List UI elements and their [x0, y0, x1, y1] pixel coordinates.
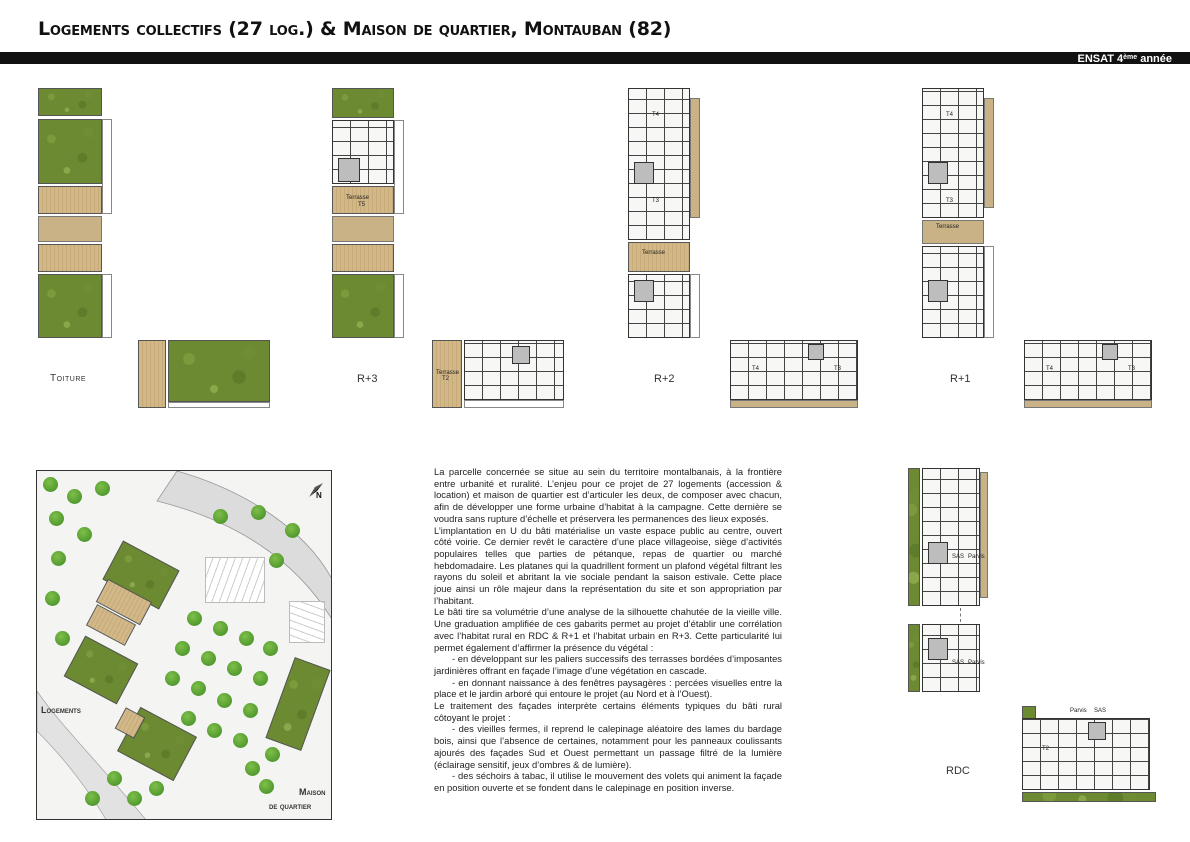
r2-plan-annex — [730, 340, 858, 408]
roof-plan — [38, 88, 118, 338]
paragraph-7: - des vieilles fermes, il reprend le calepinage aléatoire des lames du bardage bois, ainsi que l’absence de certaines, notamment pour les panneaux coulissants ajourés des façades Sud et Ouest permettant un passage filtré de la lumière (éclairage sensitif, jeux d’ombres & de lumière). — [434, 723, 782, 770]
paragraph-4: - en développant sur les paliers successifs des terrasses bordées d’imposantes jardinières offrant en façade l’image d’une végétation en cascade. — [434, 653, 782, 676]
rdc-sas-label-2: SAS — [952, 660, 965, 666]
r2-t3-label: T3 — [652, 198, 660, 204]
r1-t4-label: T4 — [946, 112, 954, 118]
level-label-r1: R+1 — [950, 373, 971, 385]
r1-t3-label: T3 — [946, 198, 954, 204]
rdc-annex-t2-label: T2 — [1042, 746, 1050, 752]
north-label: N — [316, 491, 322, 500]
rdc-plan-annex — [1022, 706, 1156, 818]
r3-annex-terrace-label: Terrasse — [436, 370, 460, 376]
site-label-maison: Maison — [299, 787, 326, 797]
school-superscript: ème — [1123, 54, 1138, 61]
level-label-r2: R+2 — [654, 373, 675, 385]
title-bar — [0, 52, 1190, 64]
school-name: ENSAT 4 — [1077, 53, 1124, 65]
r1-plan-annex — [1024, 340, 1152, 408]
r3-annex-t2-label: T2 — [442, 376, 450, 382]
r2-annex-t3-label: T3 — [834, 366, 842, 372]
r1-annex-t3-label: T3 — [1128, 366, 1136, 372]
rdc-annex-sas-label: SAS — [1094, 708, 1107, 714]
paragraph-1: La parcelle concernée se situe au sein du territoire montalbanais, à la frontière entre urbanité et ruralité. L’enjeu pour ce projet de 27 logements (accession & location) et maison de quartier est d’articuler les deux, de composer avec chacun, afin de développer une forme urbaine d’habitat à la campagne. Cette dernière se voudra sans rupture d’échelle et préservera les permanences des lieux exposés. — [434, 466, 782, 524]
rdc-sas-label: SAS — [952, 554, 965, 560]
r3-t5-label: T5 — [358, 202, 366, 208]
school-label — [1077, 52, 1172, 64]
r3-plan — [332, 88, 412, 338]
paragraph-6: Le traitement des façades interprète certains éléments typiques du bâti rural côtoyant le projet : — [434, 700, 782, 723]
r2-t4-label: T4 — [652, 112, 660, 118]
rdc-parvis-label: Parvis — [968, 554, 985, 560]
rdc-parvis-label-2: Parvis — [968, 660, 985, 666]
level-label-r3: R+3 — [357, 373, 378, 385]
page-title: Logements collectifs (27 log.) & Maison de quartier, Montauban (82) — [38, 18, 672, 40]
roof-plan-annex — [138, 340, 270, 408]
rdc-annex-parvis-label: Parvis — [1070, 708, 1087, 714]
paragraph-5: - en donnant naissance à des fenêtres paysagères : percées visuelles entre la place et le jardin arboré qui entoure le projet (au Nord et à l’Ouest). — [434, 676, 782, 700]
r3-terrace-label: Terrasse — [346, 195, 370, 201]
paragraph-8: - des séchoirs à tabac, il utilise le mouvement des volets qui animent la façade en position ouverte et se fondent dans le calepinage en position inverse. — [434, 770, 782, 793]
site-label-logements: Logements — [41, 705, 81, 715]
paragraph-2: L’implantation en U du bâti matérialise un vaste espace public au centre, ouvert côté voirie. Ce dernier revêt le caractère d’une place villageoise, siège d’activités populaires telles que parties de pétanque, repas de quartier ou marché hebdomadaire. Les platanes qui la quadrillent forment un plafond végétal filtrant les rayons du soleil et abritant la vie sociale pendant la saison estivale. Cette place joue ainsi un rôle majeur dans la représentation du site et son appropriation par l’habitant. — [434, 524, 782, 606]
r3-plan-annex — [432, 340, 564, 408]
r2-annex-t4-label: T4 — [752, 366, 760, 372]
school-year: année — [1137, 53, 1172, 65]
project-description — [434, 466, 782, 794]
level-label-roof: Toiture — [50, 373, 87, 384]
r1-plan — [922, 88, 1002, 338]
site-plan — [36, 470, 332, 820]
r2-terrace-label: Terrasse — [642, 250, 666, 256]
site-label-quartier: de quartier — [269, 801, 312, 811]
r2-plan — [628, 88, 708, 338]
paragraph-3: Le bâti tire sa volumétrie d’une analyse de la silhouette chahutée de la vieille ville. Une graduation amplifiée de ces gabarits permet au projet d’établir une corrélation avec l’habitat rural en RDC & R+1 et l’habitat urbain en R+3. Cette particularité lui permet également d’affirmer la présence du végétal : — [434, 606, 782, 653]
r1-terrace-label: Terrasse — [936, 224, 960, 230]
level-label-rdc: RDC — [946, 765, 970, 777]
r1-annex-t4-label: T4 — [1046, 366, 1054, 372]
